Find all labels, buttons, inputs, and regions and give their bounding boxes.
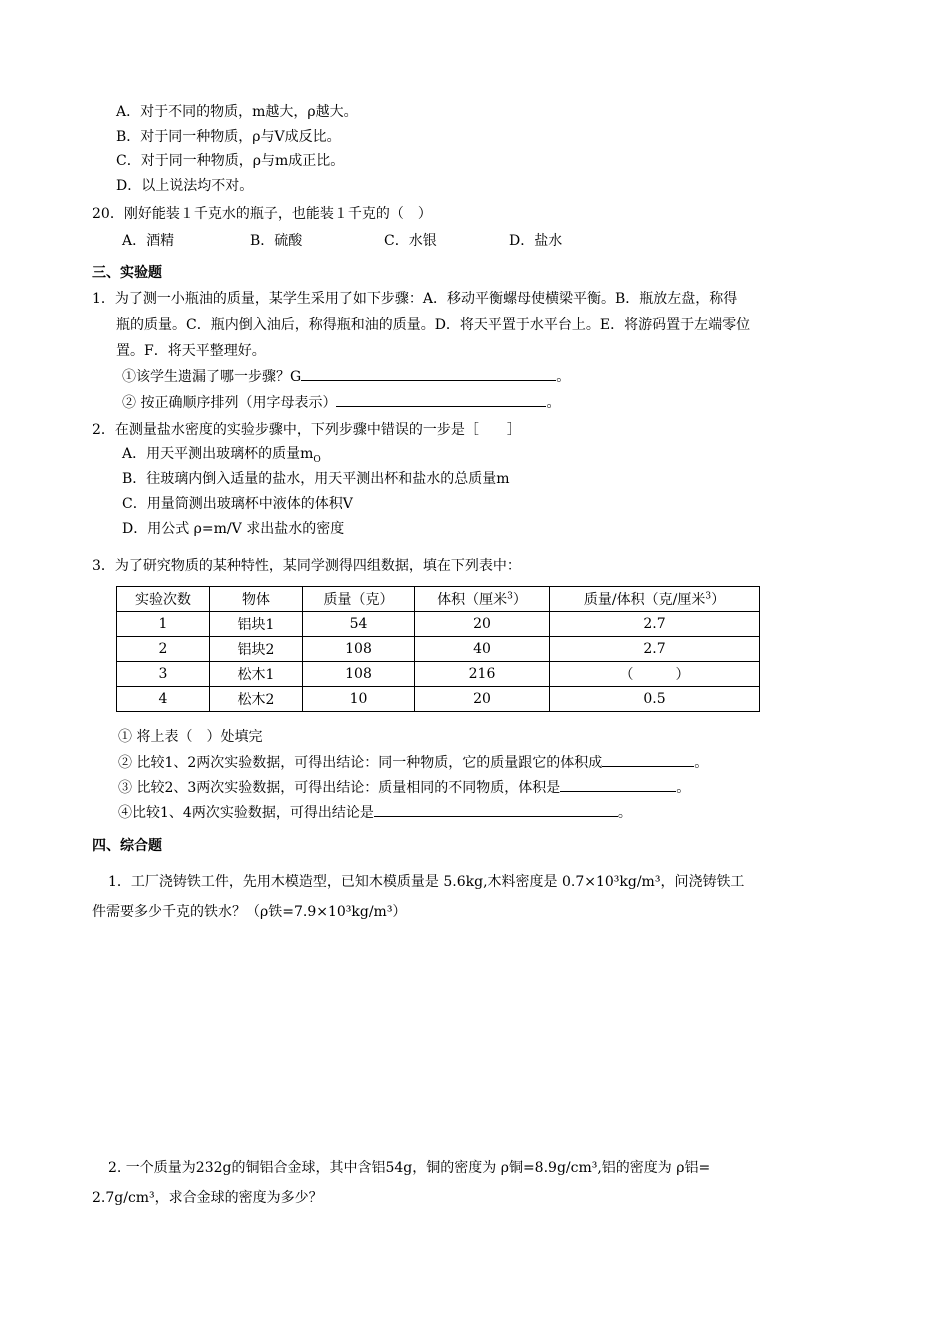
exp3-sub1: ① 将上表（ ）处填完 (118, 729, 263, 745)
exp2-option-b: B．往玻璃内倒入适量的盐水，用天平测出杯和盐水的总质量m (122, 471, 510, 487)
q20-option-d: D．盐水 (509, 233, 563, 249)
q20-option-a: A．酒精 (122, 233, 175, 249)
table-cell: 3 (117, 662, 210, 687)
q19-option-a: A．对于不同的物质，m越大，ρ越大。 (116, 104, 358, 120)
header-mass: 质量（克） (303, 587, 415, 612)
exp2-option-a: A．用天平测出玻璃杯的质量$m_O$ (122, 446, 321, 465)
exp1-line1: 1．为了测一小瓶油的质量，某学生采用了如下步骤：A．移动平衡螺母使横梁平衡。B．瓶放左盘，称得 (92, 291, 738, 307)
exp2-stem: 2．在测量盐水密度的实验步骤中，下列步骤中错误的一步是［ ］ (92, 422, 521, 438)
header-object: 物体 (210, 587, 303, 612)
table-cell: 2.7 (550, 612, 760, 637)
exp1-line3: 置。F．将天平整理好。 (116, 343, 266, 359)
header-trial: 实验次数 (117, 587, 210, 612)
header-ratio: 质量/体积（克/厘米$^3$） (550, 587, 760, 612)
table-cell: 108 (303, 637, 415, 662)
table-cell: 40 (415, 637, 550, 662)
table-cell: 松木2 (210, 687, 303, 712)
table-cell: 0.5 (550, 687, 760, 712)
q20-option-c: C．水银 (384, 233, 437, 249)
exp1-line2: 瓶的质量。C．瓶内倒入油后，称得瓶和油的质量。D．将天平置于水平台上。E．将游码置于左端零位 (116, 317, 751, 333)
table-cell: 4 (117, 687, 210, 712)
table-cell: 10 (303, 687, 415, 712)
table-cell: 20 (415, 612, 550, 637)
exp3-sub2: ② 比较1、2两次实验数据，可得出结论：同一种物质，它的质量跟它的体积成 。 (118, 752, 708, 773)
table-cell: 216 (415, 662, 550, 687)
q19-option-b: B．对于同一种物质，ρ与V成反比。 (116, 129, 341, 145)
exp3-sub4: ④比较1、4两次实验数据，可得出结论是 。 (118, 802, 632, 823)
exp1-sub2: ② 按正确顺序排列（用字母表示） 。 (122, 392, 560, 413)
section4-title: 四、综合题 (92, 838, 162, 854)
q19-option-d: D．以上说法均不对。 (116, 178, 254, 194)
table-cell-blank[interactable]: （ ） (550, 662, 760, 687)
table-cell: 54 (303, 612, 415, 637)
table-cell: 铝块2 (210, 637, 303, 662)
exp2-option-c: C．用量筒测出玻璃杯中液体的体积V (122, 496, 353, 512)
answer-blank[interactable] (560, 777, 676, 792)
table-cell: 松木1 (210, 662, 303, 687)
table-row (117, 612, 760, 637)
table-cell: 铝块1 (210, 612, 303, 637)
answer-blank[interactable] (374, 802, 618, 817)
q20-option-b: B．硫酸 (250, 233, 303, 249)
comp2-line2: 2.7g/cm³，求合金球的密度为多少？ (92, 1190, 323, 1206)
q19-option-c: C．对于同一种物质，ρ与m成正比。 (116, 153, 345, 169)
section3-title: 三、实验题 (92, 265, 162, 281)
exp2-option-d: D．用公式 ρ=m/V 求出盐水的密度 (122, 521, 345, 537)
table-row (117, 662, 760, 687)
table-cell: 1 (117, 612, 210, 637)
table-cell: 108 (303, 662, 415, 687)
answer-blank[interactable] (602, 752, 694, 767)
table-row (117, 637, 760, 662)
answer-blank[interactable] (336, 392, 546, 407)
comp1-line1: 1．工厂浇铸铁工件，先用木模造型，已知木模质量是 5.6kg,木料密度是 0.7×10³kg/m³，问浇铸铁工 (108, 874, 745, 890)
exp3-sub3: ③ 比较2、3两次实验数据，可得出结论：质量相同的不同物质，体积是 。 (118, 777, 690, 798)
table-header-row (117, 587, 760, 612)
exp1-sub1: ①该学生遗漏了哪一步骤？G 。 (122, 366, 570, 387)
table-cell: 20 (415, 687, 550, 712)
data-table (116, 586, 760, 712)
answer-blank[interactable] (301, 366, 556, 381)
header-volume: 体积（厘米$^3$） (415, 587, 550, 612)
table-cell: 2.7 (550, 637, 760, 662)
table-row (117, 687, 760, 712)
exp3-stem: 3．为了研究物质的某种特性，某同学测得四组数据，填在下列表中： (92, 558, 521, 574)
comp2-line1: 2. 一个质量为232g的铜铝合金球，其中含铝54g，铜的密度为 ρ铜=8.9g/cm³,铝的密度为 ρ铝= (108, 1160, 711, 1176)
table-cell: 2 (117, 637, 210, 662)
comp1-line2: 件需要多少千克的铁水？（ρ铁=7.9×10³kg/m³） (92, 904, 407, 920)
q20-stem: 20．刚好能装１千克水的瓶子，也能装１千克的（ ） (92, 206, 432, 222)
